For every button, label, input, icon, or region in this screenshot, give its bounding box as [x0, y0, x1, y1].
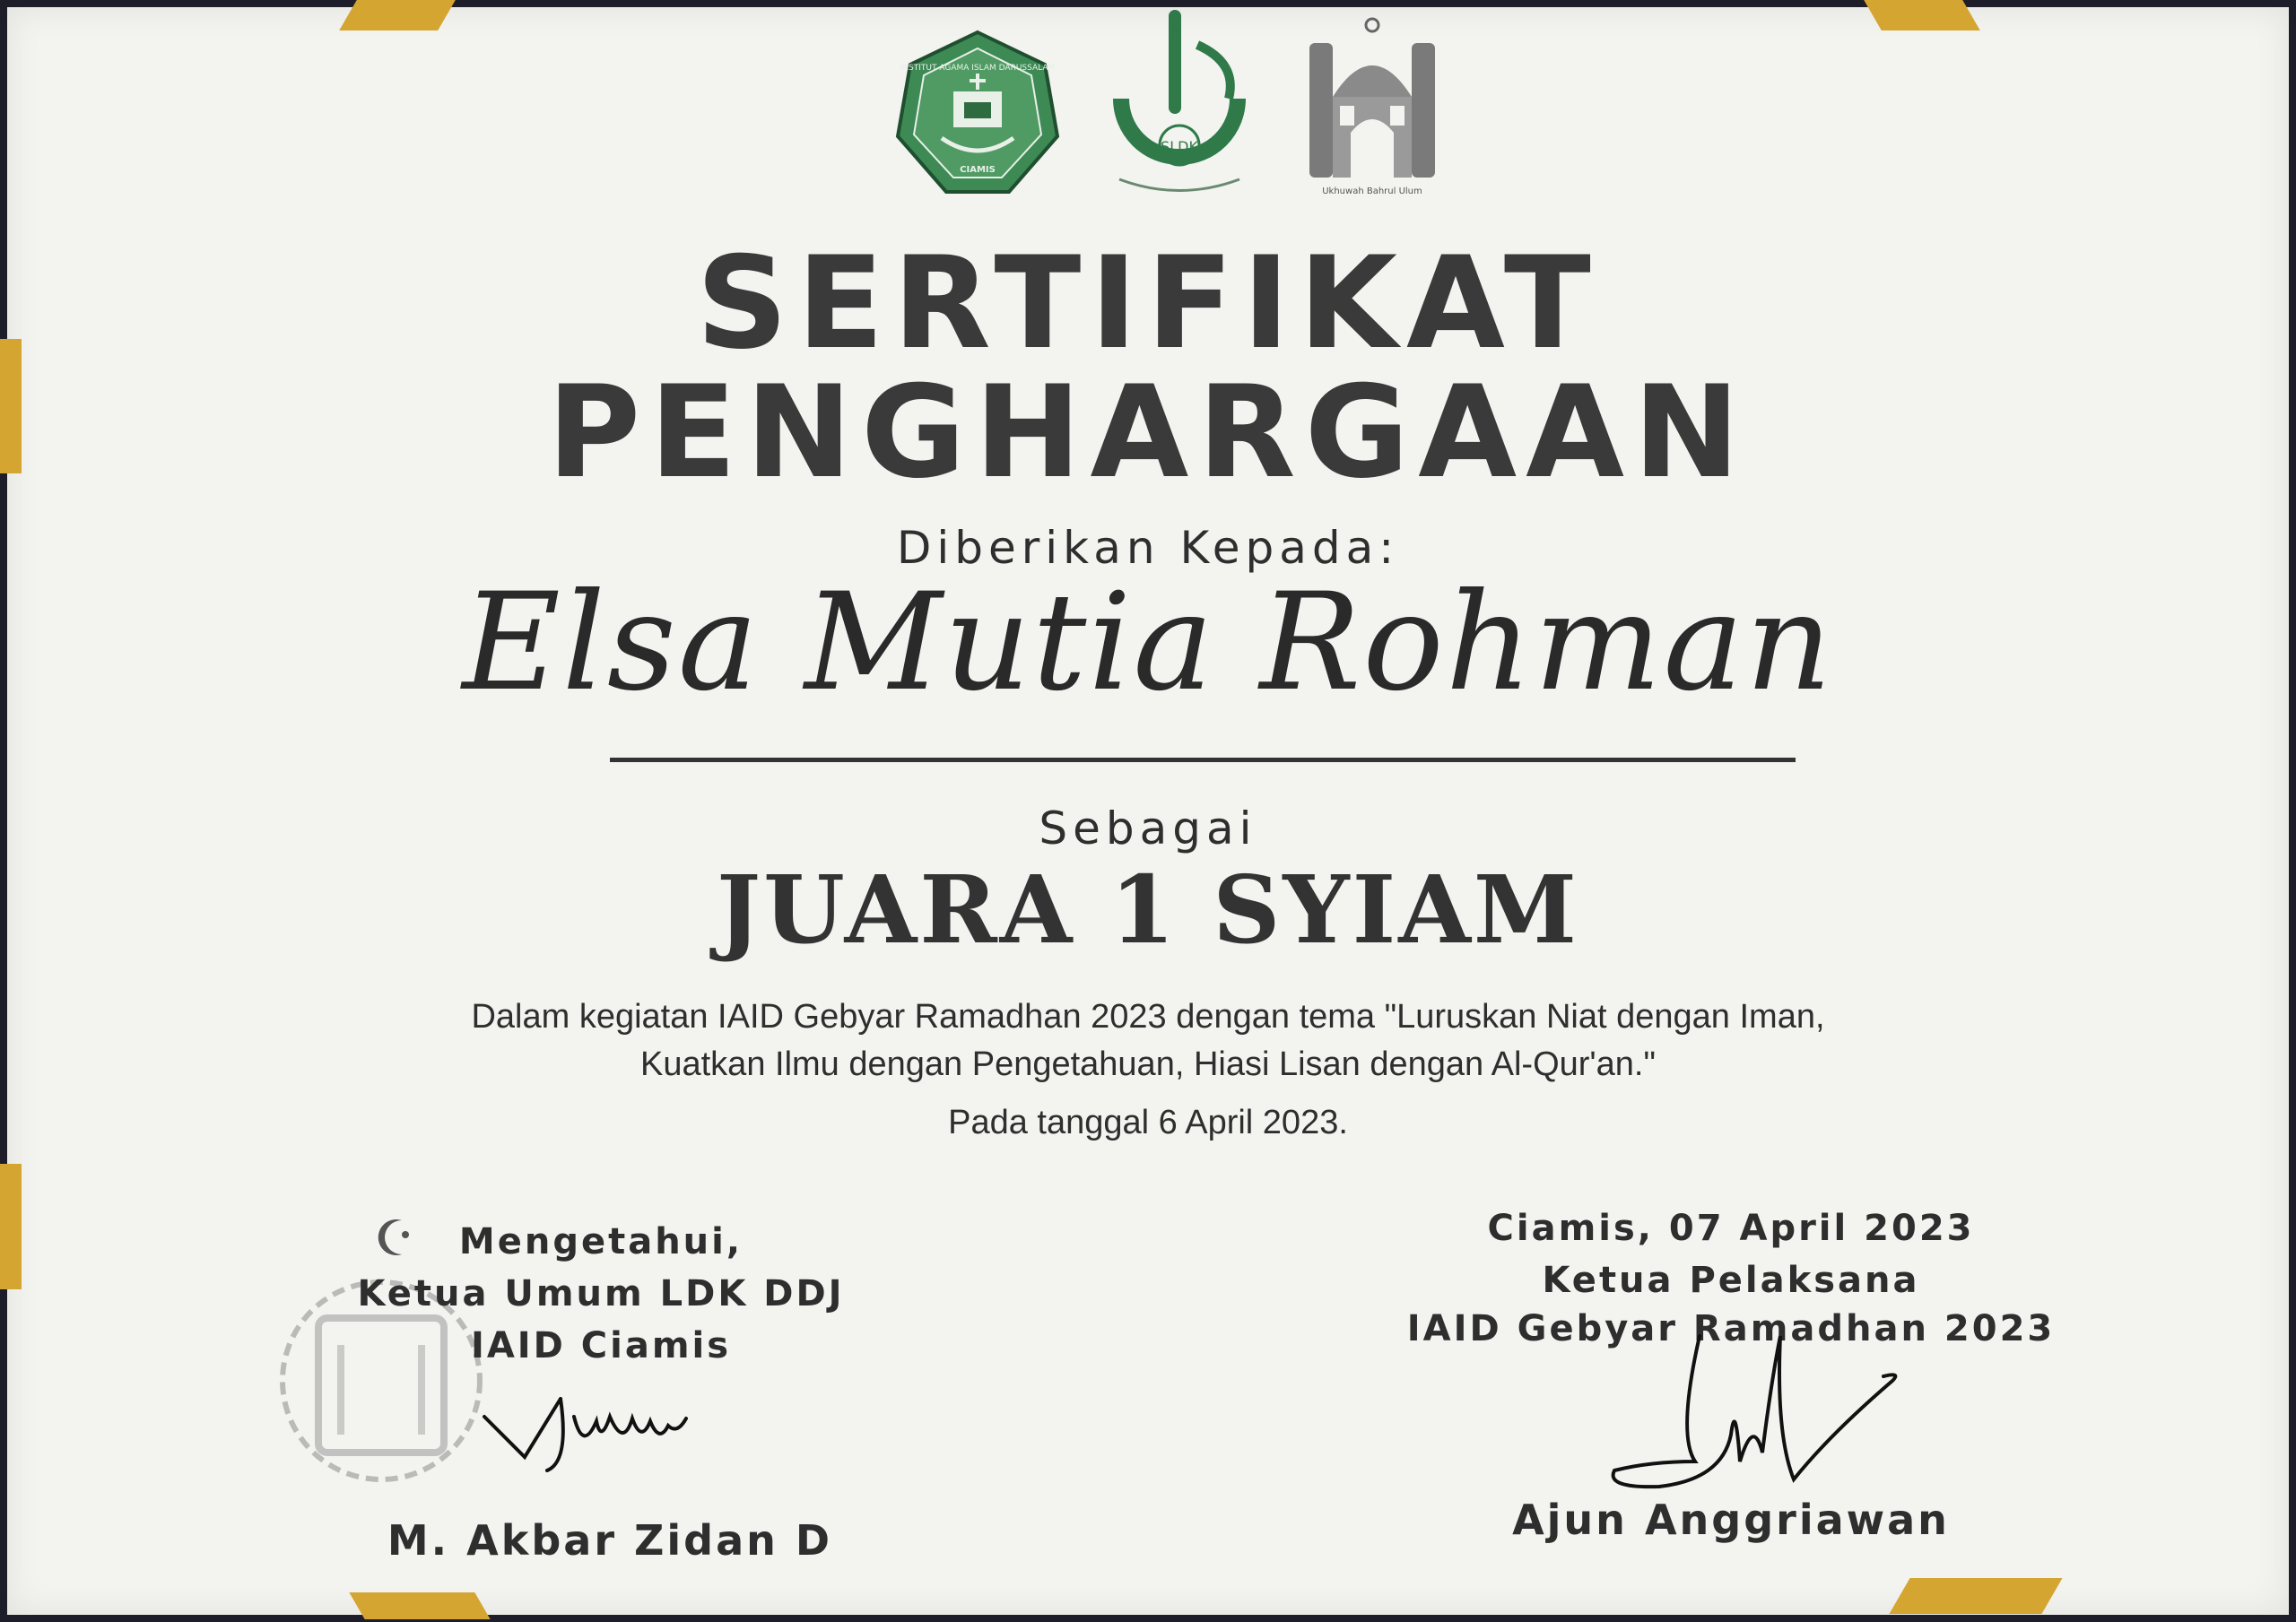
gold-accent-left-mid: [0, 1164, 22, 1289]
mosque-logo-caption: Ukhuwah Bahrul Ulum: [1322, 186, 1422, 196]
gold-accent-bottom-left: [349, 1592, 490, 1619]
right-place-date: Ciamis, 07 April 2023: [1487, 1208, 1975, 1249]
description-line-1: Dalam kegiatan IAID Gebyar Ramadhan 2023 dengan tema "Luruskan Niat dengan Iman,: [471, 998, 1825, 1036]
left-signatory-name: M. Akbar Zidan D: [387, 1516, 833, 1565]
description-line-3: Pada tanggal 6 April 2023.: [948, 1104, 1348, 1141]
seal-text: INSTITUT AGAMA ISLAM DARUSSALAM: [900, 64, 1056, 73]
as-label: Sebagai: [1039, 802, 1257, 854]
left-signature: [475, 1381, 709, 1479]
award-title: JUARA 1 SYIAM: [716, 854, 1580, 965]
gold-accent-bottom-right: [1889, 1578, 2062, 1614]
left-role-line-2: IAID Ciamis: [470, 1325, 732, 1366]
mosque-logo: [1300, 16, 1444, 200]
left-acknowledged: Mengetahui,: [458, 1221, 744, 1262]
seal-city-text: CIAMIS: [960, 165, 996, 175]
right-role-line-2: IAID Gebyar Ramadhan 2023: [1406, 1308, 2056, 1349]
recipient-name: Elsa Mutia Rohman: [462, 565, 1834, 721]
name-underline: [610, 758, 1796, 762]
given-to-label: Diberikan Kepada:: [896, 522, 1400, 574]
right-signature: [1596, 1327, 1919, 1506]
sldk-text: SLDK: [1161, 138, 1198, 155]
description-line-2: Kuatkan Ilmu dengan Pengetahuan, Hiasi Lisan dengan Al-Qur'an.": [640, 1045, 1656, 1083]
institute-seal-logo: [892, 29, 1063, 199]
right-signatory-name: Ajun Anggriawan: [1512, 1496, 1950, 1544]
gold-accent-top-left: [339, 0, 456, 30]
gold-accent-top-right: [1864, 0, 1980, 30]
logo-row: [883, 9, 1466, 202]
left-role-line-1: Ketua Umum LDK DDJ: [357, 1273, 845, 1314]
title-line-1: SERTIFIKAT: [696, 230, 1600, 377]
title-line-2: PENGHARGAAN: [547, 359, 1749, 507]
right-role-line-1: Ketua Pelaksana: [1542, 1260, 1920, 1301]
sldk-logo: [1103, 9, 1256, 202]
